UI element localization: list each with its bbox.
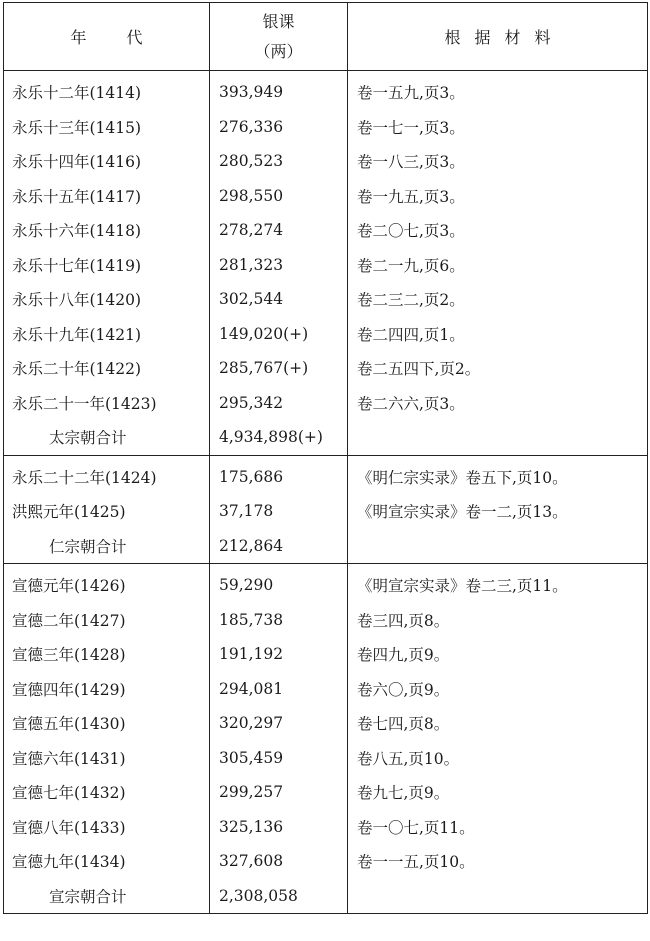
source-cell: 卷一七一,页3。 xyxy=(348,110,648,145)
era-cell: 宣德七年(1432) xyxy=(4,775,210,810)
source-cell: 卷一九五,页3。 xyxy=(348,179,648,214)
source-cell: 卷二六六,页3。 xyxy=(348,386,648,421)
silver-cell: 37,178 xyxy=(210,494,348,529)
era-cell: 宣德九年(1434) xyxy=(4,844,210,879)
table-row xyxy=(4,706,648,741)
source-cell: 卷一一五,页10。 xyxy=(348,844,648,879)
table-row xyxy=(4,494,648,529)
source-cell: 卷六〇,页9。 xyxy=(348,672,648,707)
subtotal-row xyxy=(4,879,648,914)
table-row xyxy=(4,317,648,352)
source-cell: 卷二四四,页1。 xyxy=(348,317,648,352)
subtotal-row xyxy=(4,529,648,564)
source-cell: 卷一〇七,页11。 xyxy=(348,810,648,845)
table-row xyxy=(4,637,648,672)
silver-cell: 276,336 xyxy=(210,110,348,145)
era-cell: 洪熙元年(1425) xyxy=(4,494,210,529)
table-row xyxy=(4,810,648,845)
table-row xyxy=(4,603,648,638)
era-cell: 宣德八年(1433) xyxy=(4,810,210,845)
silver-cell: 327,608 xyxy=(210,844,348,879)
era-cell: 永乐十八年(1420) xyxy=(4,282,210,317)
table-row xyxy=(4,455,648,494)
silver-cell: 280,523 xyxy=(210,144,348,179)
table-row xyxy=(4,144,648,179)
era-cell: 永乐二十年(1422) xyxy=(4,351,210,386)
era-cell: 宣德元年(1426) xyxy=(4,564,210,603)
era-cell: 宣德三年(1428) xyxy=(4,637,210,672)
source-cell: 《明仁宗实录》卷五下,页10。 xyxy=(348,455,648,494)
silver-cell: 278,274 xyxy=(210,213,348,248)
silver-cell: 305,459 xyxy=(210,741,348,776)
subtotal-silver: 4,934,898(+) xyxy=(210,420,348,455)
source-cell: 卷二〇七,页3。 xyxy=(348,213,648,248)
era-cell: 宣德五年(1430) xyxy=(4,706,210,741)
table-row xyxy=(4,248,648,283)
subtotal-label: 仁宗朝合计 xyxy=(4,529,210,564)
silver-cell: 285,767(+) xyxy=(210,351,348,386)
silver-cell: 149,020(+) xyxy=(210,317,348,352)
silver-tax-table xyxy=(3,2,648,914)
era-cell: 永乐十三年(1415) xyxy=(4,110,210,145)
subtotal-silver: 2,308,058 xyxy=(210,879,348,914)
silver-cell: 393,949 xyxy=(210,71,348,110)
silver-cell: 175,686 xyxy=(210,455,348,494)
header-row xyxy=(4,3,648,71)
source-cell: 卷二三二,页2。 xyxy=(348,282,648,317)
source-cell: 卷一五九,页3。 xyxy=(348,71,648,110)
table-body xyxy=(4,71,648,914)
header-silver-line1: 银课 xyxy=(262,11,295,31)
source-cell: 卷三四,页8。 xyxy=(348,603,648,638)
table-row xyxy=(4,564,648,603)
silver-cell: 295,342 xyxy=(210,386,348,421)
source-cell: 卷二五四下,页2。 xyxy=(348,351,648,386)
era-cell: 永乐十六年(1418) xyxy=(4,213,210,248)
silver-cell: 185,738 xyxy=(210,603,348,638)
era-cell: 永乐二十二年(1424) xyxy=(4,455,210,494)
subtotal-label: 宣宗朝合计 xyxy=(4,879,210,914)
silver-cell: 298,550 xyxy=(210,179,348,214)
era-cell: 永乐十七年(1419) xyxy=(4,248,210,283)
era-cell: 永乐十九年(1421) xyxy=(4,317,210,352)
source-cell: 卷二一九,页6。 xyxy=(348,248,648,283)
header-silver xyxy=(210,3,348,71)
table-row xyxy=(4,110,648,145)
subtotal-source xyxy=(348,529,648,564)
silver-cell: 59,290 xyxy=(210,564,348,603)
era-cell: 宣德六年(1431) xyxy=(4,741,210,776)
era-cell: 永乐十四年(1416) xyxy=(4,144,210,179)
subtotal-source xyxy=(348,879,648,914)
source-cell: 卷四九,页9。 xyxy=(348,637,648,672)
era-cell: 永乐十二年(1414) xyxy=(4,71,210,110)
subtotal-silver: 212,864 xyxy=(210,529,348,564)
table-row xyxy=(4,213,648,248)
subtotal-source xyxy=(348,420,648,455)
table-row xyxy=(4,741,648,776)
table-row xyxy=(4,672,648,707)
era-cell: 永乐十五年(1417) xyxy=(4,179,210,214)
era-cell: 宣德四年(1429) xyxy=(4,672,210,707)
source-cell: 《明宣宗实录》卷二三,页11。 xyxy=(348,564,648,603)
era-cell: 永乐二十一年(1423) xyxy=(4,386,210,421)
subtotal-label: 太宗朝合计 xyxy=(4,420,210,455)
table-header xyxy=(4,3,648,71)
subtotal-row xyxy=(4,420,648,455)
silver-cell: 191,192 xyxy=(210,637,348,672)
header-silver-line2: （两） xyxy=(254,41,303,61)
source-cell: 卷八五,页10。 xyxy=(348,741,648,776)
silver-cell: 294,081 xyxy=(210,672,348,707)
header-era: 年代 xyxy=(4,3,210,71)
silver-cell: 281,323 xyxy=(210,248,348,283)
table-row xyxy=(4,179,648,214)
table-row xyxy=(4,844,648,879)
table-row xyxy=(4,386,648,421)
source-cell: 《明宣宗实录》卷一二,页13。 xyxy=(348,494,648,529)
silver-cell: 302,544 xyxy=(210,282,348,317)
era-cell: 宣德二年(1427) xyxy=(4,603,210,638)
source-cell: 卷九七,页9。 xyxy=(348,775,648,810)
table-row xyxy=(4,71,648,110)
table-row xyxy=(4,775,648,810)
silver-cell: 325,136 xyxy=(210,810,348,845)
table-row xyxy=(4,282,648,317)
source-cell: 卷七四,页8。 xyxy=(348,706,648,741)
table-row xyxy=(4,351,648,386)
silver-cell: 320,297 xyxy=(210,706,348,741)
silver-cell: 299,257 xyxy=(210,775,348,810)
header-source: 根据材料 xyxy=(348,3,648,71)
source-cell: 卷一八三,页3。 xyxy=(348,144,648,179)
